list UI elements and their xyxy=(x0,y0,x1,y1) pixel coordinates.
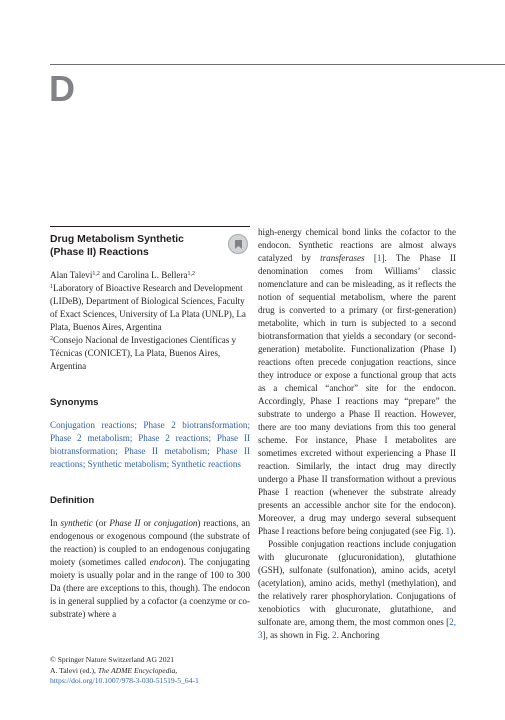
authors xyxy=(50,269,250,282)
affiliation-2-text: Consejo Nacional de Investigaciones Científicas y Técnicas (CONICET), La Plata, Buenos Aires, Argentina xyxy=(50,335,237,371)
author-1-affil-sup: 1,2 xyxy=(92,271,100,277)
title-line-1: Drug Metabolism Synthetic xyxy=(50,234,184,245)
definition-heading: Definition xyxy=(50,495,95,506)
affiliation-1 xyxy=(50,282,250,334)
title-rule xyxy=(50,226,250,227)
copyright-footer xyxy=(50,655,290,687)
author-2-affil-sup: 1,2 xyxy=(187,271,196,277)
affiliation-2 xyxy=(50,334,250,373)
left-column xyxy=(50,226,250,621)
figure-link[interactable]: 1 xyxy=(445,526,451,536)
author-1: Alan Talevi xyxy=(50,270,93,280)
bookmark-icon xyxy=(233,239,244,250)
right-column xyxy=(258,226,456,642)
reference-link[interactable]: 1 xyxy=(376,253,382,263)
body-paragraph-2: Possible conjugation reactions include conjugation with glucuronate (glucuronidation), glutathione (GSH), sulfonate (sulfonation), amino acids, acetyl (acetylation), amino acids, methyl (methylation), and the relatively rarer phosphorylation. Conjugations of xenobiotics with glucuronate, glutathione, and sulfonate are, among them, the most common ones [2, 3], as shown in Fig. 2. Anchoring xyxy=(258,539,456,640)
definition-paragraph: In synthetic (or Phase II or conjugation) reactions, an endogenous or exogenous compound (the substrate of the reaction) is coupled to an endogenous conjugating moiety (sometimes called endocon). The conjugating moiety is usually polar and in the range of 100 to 300 Da (there are exceptions to this, though). The endocon is in general supplied by a cofactor (a coenzyme or co-substrate) where a xyxy=(50,518,250,619)
affiliation-1-sup: 1 xyxy=(50,284,53,290)
citation-line: A. Talevi (ed.), The ADME Encyclopedia, xyxy=(50,665,178,675)
doi-link[interactable]: https://doi.org/10.1007/978-3-030-51519-5_64-1 xyxy=(50,676,199,685)
affiliation-1-text: Laboratory of Bioactive Research and Development (LIDeB), Department of Biological Sciences, Faculty of Exact Sciences, University of La Plata (UNLP), La Plata, Buenos Aires, Argentina xyxy=(50,283,246,332)
header-rule xyxy=(50,64,505,65)
synonyms-links[interactable]: Conjugation reactions; Phase 2 biotransformation; Phase 2 metabolism; Phase 2 reactions; Phase II biotransformation; Phase II metabolism; Phase II reactions; Synthetic metabolism; Synthetic reactions xyxy=(50,420,250,469)
figure-link[interactable]: 2 xyxy=(332,630,337,640)
author-2: and Carolina L. Bellera xyxy=(99,270,188,280)
synonyms-heading: Synonyms xyxy=(50,397,99,408)
reference-link[interactable]: 2, 3 xyxy=(258,617,456,640)
copyright-line: © Springer Nature Switzerland AG 2021 xyxy=(50,655,175,664)
title-block xyxy=(50,234,250,259)
affiliation-2-sup: 2 xyxy=(50,336,53,342)
check-for-updates-icon[interactable] xyxy=(228,234,248,254)
title-line-2: (Phase II) Reactions xyxy=(50,246,149,258)
chapter-letter: D xyxy=(49,68,75,109)
article-title xyxy=(50,234,250,259)
body-paragraph-1: high-energy chemical bond links the cofactor to the endocon. Synthetic reactions are almost always catalyzed by transferases [1]. The Phase II denomination comes from Williams’ classic nomenclature and can be misleading, as it reflects the notion of sequential metabolism, where the parent drug is converted to a primary (or first-generation) metabolite, which in turn is subjected to a second biotransformation that yields a secondary (or second-generation) metabolite. Functionalization (Phase I) reactions often precede conjugation reactions, since they introduce or expose a functional group that acts as a chemical “anchor” site for the endocon. Accordingly, Phase I reactions may “prepare” the substrate to undergo a Phase II reaction. However, there are too many deviations from this too general scheme. For instance, Phase I metabolites are sometimes excreted without experiencing a Phase II reaction. Similarly, the intact drug may directly undergo a Phase II transformation without a previous Phase I reaction (whenever the substrate already presents an accessible anchor site for the endocon). Moreover, a drug may undergo several subsequent Phase I reactions before being conjugated (see Fig. 1). xyxy=(258,227,456,536)
